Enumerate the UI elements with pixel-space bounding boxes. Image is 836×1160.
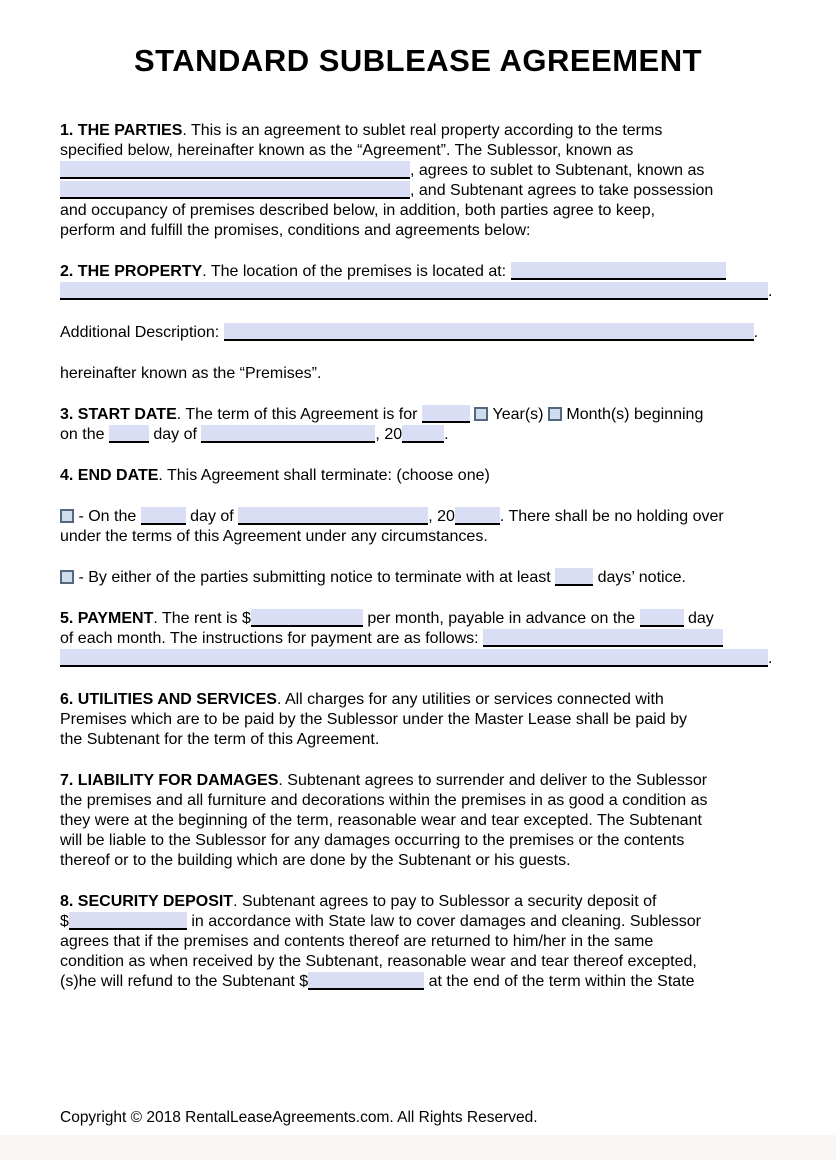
blank-field[interactable]	[402, 425, 444, 443]
blank-field[interactable]	[422, 405, 470, 423]
text-run: will be liable to the Sublessor for any damages occurring to the premises or the contents	[60, 832, 685, 849]
section-4-end-date	[60, 466, 820, 486]
blank-field[interactable]	[60, 649, 768, 667]
page-bottom-edge	[0, 1135, 836, 1160]
blank-field[interactable]	[69, 912, 187, 930]
checkbox[interactable]	[548, 407, 562, 421]
blank-field[interactable]	[640, 609, 684, 627]
text-run: day	[683, 610, 714, 627]
text-run: of each month. The instructions for payment are as follows:	[60, 630, 484, 647]
checkbox[interactable]	[60, 509, 74, 523]
text-run: . Subtenant agrees to surrender and deliver to the Sublessor	[278, 772, 708, 789]
text-run: at the end of the term within the State	[424, 973, 695, 990]
text-run: (s)he will refund to the Subtenant $	[60, 973, 309, 990]
section-heading: 7. LIABILITY FOR DAMAGES	[60, 772, 279, 789]
text-run: , 20	[428, 508, 455, 525]
copyright-footer: Copyright © 2018 RentalLeaseAgreements.com. All Rights Reserved.	[60, 1109, 538, 1126]
text-run: day of	[148, 426, 202, 443]
blank-field[interactable]	[455, 507, 500, 525]
text-run: perform and fulfill the promises, conditions and agreements below:	[60, 222, 531, 239]
checkbox[interactable]	[60, 570, 74, 584]
section-heading: 5. PAYMENT	[60, 610, 154, 627]
text-run: . The rent is $	[153, 610, 251, 627]
section-8-security-deposit	[60, 892, 820, 992]
hereinafter-note	[60, 364, 820, 384]
section-heading: 6. UTILITIES AND SERVICES	[60, 691, 277, 708]
blank-field[interactable]	[60, 181, 410, 199]
text-run: . There shall be no holding over	[499, 508, 724, 525]
section-heading: 3. START DATE	[60, 406, 177, 423]
text-run: Additional Description:	[60, 324, 224, 341]
page-title: STANDARD SUBLEASE AGREEMENT	[133, 43, 703, 78]
text-run: . Subtenant agrees to pay to Sublessor a security deposit of	[233, 893, 657, 910]
text-run: on the	[60, 426, 109, 443]
text-run: .	[753, 324, 759, 341]
section-7-liability-for-damages	[60, 771, 820, 871]
end-date-option-notice	[60, 568, 820, 588]
section-1-the-parties	[60, 121, 820, 241]
text-run: per month, payable in advance on the	[362, 610, 640, 627]
section-heading: 4. END DATE	[60, 467, 159, 484]
blank-field[interactable]	[511, 262, 726, 280]
blank-field[interactable]	[251, 609, 363, 627]
text-run: hereinafter known as the “Premises”.	[60, 365, 322, 382]
section-6-utilities-and-services	[60, 690, 820, 750]
end-date-option-fixed	[60, 507, 820, 547]
blank-field[interactable]	[308, 972, 424, 990]
blank-field[interactable]	[555, 568, 593, 586]
text-run: Premises which are to be paid by the Sublessor under the Master Lease shall be paid by	[60, 711, 688, 728]
text-run: Month(s) beginning	[561, 406, 704, 423]
text-run: . This Agreement shall terminate: (choose one)	[158, 467, 490, 484]
text-run: specified below, hereinafter known as the “Agreement”. The Sublessor, known as	[60, 142, 634, 159]
blank-field[interactable]	[238, 507, 428, 525]
text-run: . All charges for any utilities or services connected with	[276, 691, 664, 708]
text-run: days’ notice.	[593, 569, 686, 586]
text-run: thereof or to the building which are done by the Subtenant or his guests.	[60, 852, 571, 869]
text-run: Year(s)	[488, 406, 548, 423]
text-run: .	[768, 283, 773, 300]
section-3-start-date	[60, 405, 820, 445]
text-run: they were at the beginning of the term, reasonable wear and tear excepted. The Subtenant	[60, 812, 702, 829]
text-run: the premises and all furniture and decorations within the premises in as good a condition as	[60, 792, 708, 809]
text-run: - On the	[74, 508, 141, 525]
blank-field[interactable]	[60, 161, 410, 179]
text-run: . The location of the premises is located at:	[202, 263, 511, 280]
text-run: agrees that if the premises and contents thereof are returned to him/her in the same	[60, 933, 654, 950]
text-run: day of	[185, 508, 239, 525]
text-run: , 20	[375, 426, 403, 443]
additional-description	[60, 323, 820, 343]
blank-field[interactable]	[60, 282, 768, 300]
blank-field[interactable]	[109, 425, 149, 443]
text-run: . The term of this Agreement is for	[176, 406, 422, 423]
text-run: .	[444, 426, 449, 443]
section-5-payment	[60, 609, 820, 669]
document-body	[0, 121, 836, 992]
text-run: in accordance with State law to cover damages and cleaning. Sublessor	[186, 913, 701, 930]
blank-field[interactable]	[201, 425, 375, 443]
section-heading: 2. THE PROPERTY	[60, 263, 203, 280]
blank-field[interactable]	[224, 323, 754, 341]
section-heading: 1. THE PARTIES	[60, 122, 183, 139]
text-run: $	[60, 913, 69, 930]
text-run: under the terms of this Agreement under any circumstances.	[60, 528, 488, 545]
blank-field[interactable]	[483, 629, 723, 647]
checkbox[interactable]	[474, 407, 488, 421]
text-run: and occupancy of premises described below, in addition, both parties agree to keep,	[60, 202, 656, 219]
text-run: the Subtenant for the term of this Agreement.	[60, 731, 380, 748]
section-heading: 8. SECURITY DEPOSIT	[60, 893, 234, 910]
text-run: .	[768, 650, 773, 667]
section-2-the-property	[60, 262, 820, 302]
text-run: condition as when received by the Subtenant, reasonable wear and tear thereof excepted,	[60, 953, 697, 970]
text-run: , agrees to sublet to Subtenant, known as	[410, 162, 705, 179]
blank-field[interactable]	[141, 507, 186, 525]
text-run: , and Subtenant agrees to take possession	[410, 182, 714, 199]
text-run: - By either of the parties submitting notice to terminate with at least	[74, 569, 556, 586]
text-run: . This is an agreement to sublet real property according to the terms	[182, 122, 663, 139]
